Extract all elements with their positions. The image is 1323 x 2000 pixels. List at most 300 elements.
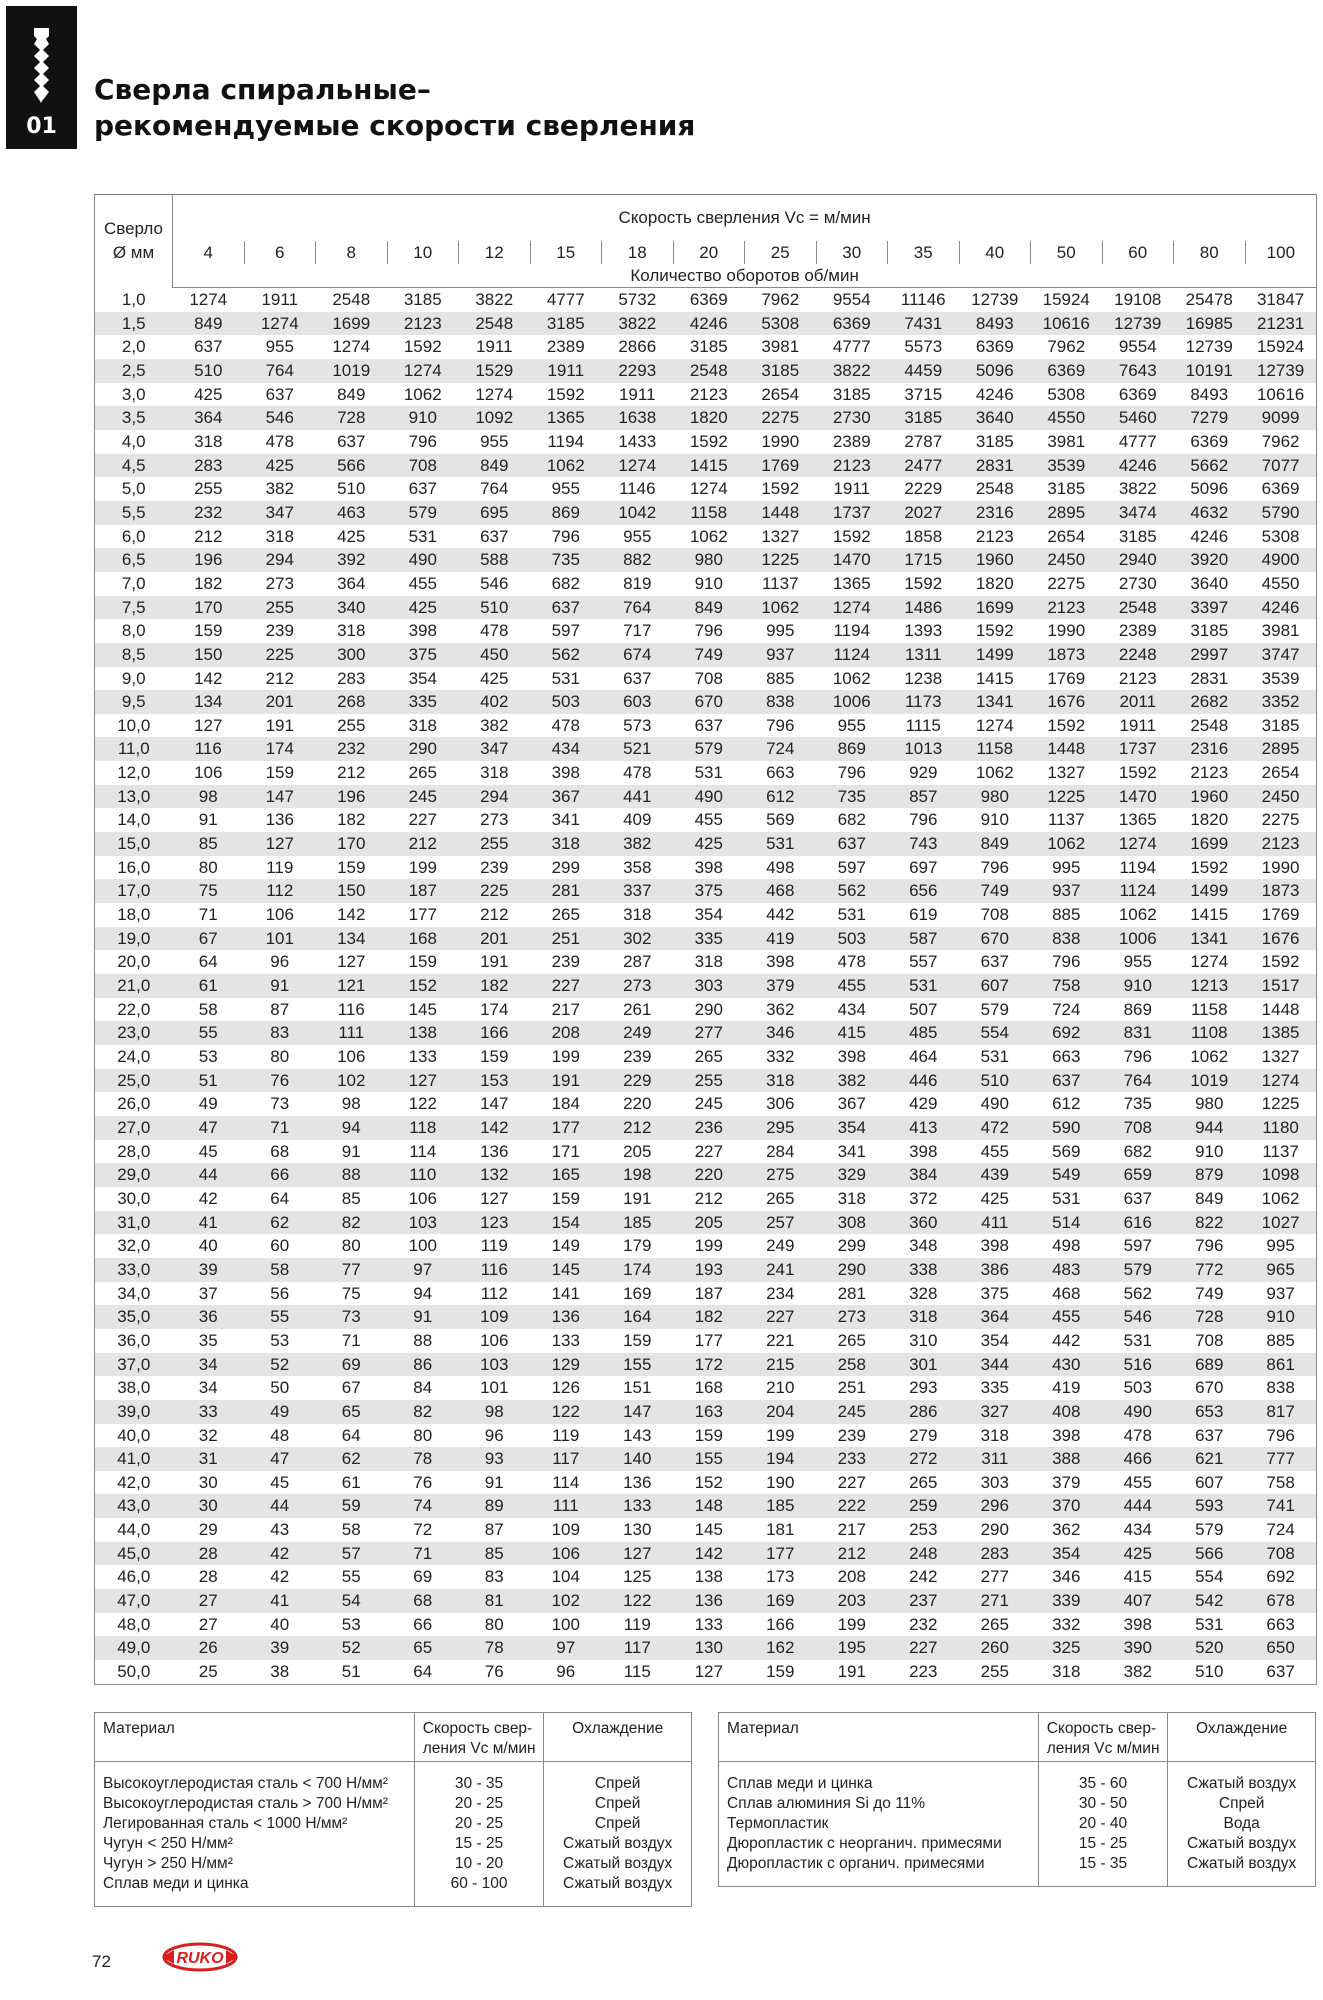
rpm-cell: 2229 xyxy=(904,479,943,499)
rpm-cell: 1592 xyxy=(403,337,442,357)
rpm-cell: 663 xyxy=(1245,1613,1317,1637)
rpm-cell: 2477 xyxy=(888,454,960,478)
rpm-cell: 910 xyxy=(1195,1141,1224,1161)
rpm-cell: 1311 xyxy=(888,643,960,667)
rpm-cell: 1592 xyxy=(546,384,585,404)
rpm-cell: 796 xyxy=(1123,1047,1152,1066)
rpm-cell: 382 xyxy=(816,1069,888,1093)
rpm-cell: 831 xyxy=(1102,1021,1174,1045)
material-row xyxy=(95,1794,692,1814)
rpm-cell: 91 xyxy=(198,810,218,830)
rpm-cell: 879 xyxy=(1174,1163,1246,1187)
rpm-cell: 119 xyxy=(552,1425,580,1445)
material-speed: 30 - 50 xyxy=(1038,1794,1168,1814)
drill-diameter-cell: 47,0 xyxy=(95,1589,173,1613)
rpm-cell: 1592 xyxy=(1190,857,1229,877)
rpm-cell: 283 xyxy=(959,1542,1031,1566)
rpm-cell: 239 xyxy=(551,952,580,972)
rpm-cell: 3920 xyxy=(1174,548,1246,572)
drill-diameter-cell: 40,0 xyxy=(95,1424,173,1448)
rpm-cell: 152 xyxy=(694,1472,723,1492)
rpm-cell: 119 xyxy=(480,1236,508,1256)
rpm-cell: 503 xyxy=(816,927,888,951)
rpm-cell: 1470 xyxy=(816,548,888,572)
table-row xyxy=(95,335,1317,359)
rpm-cell: 735 xyxy=(530,548,602,572)
rpm-cell: 50 xyxy=(270,1378,290,1398)
rpm-cell: 191 xyxy=(623,1188,652,1208)
rpm-cell: 382 xyxy=(1102,1660,1174,1684)
table-row xyxy=(95,808,1317,832)
rpm-cell: 71 xyxy=(244,1116,316,1140)
rpm-cell: 398 xyxy=(1123,1614,1152,1634)
rpm-cell: 603 xyxy=(602,690,674,714)
drill-diameter-cell: 7,5 xyxy=(95,596,173,620)
rpm-cell: 81 xyxy=(459,1589,531,1613)
rpm-cell: 136 xyxy=(265,810,294,830)
rpm-cell: 58 xyxy=(341,1520,361,1540)
rpm-cell: 1274 xyxy=(689,479,728,499)
rpm-cell: 980 xyxy=(1195,1094,1224,1114)
rpm-cell: 220 xyxy=(673,1163,745,1187)
rpm-cell: 478 xyxy=(551,715,580,735)
rpm-cell: 281 xyxy=(837,1283,866,1303)
rpm-cell: 249 xyxy=(766,1236,795,1256)
rpm-cell: 94 xyxy=(413,1283,433,1303)
rpm-cell: 335 xyxy=(673,927,745,951)
drill-diameter-cell: 20,0 xyxy=(95,950,173,974)
rpm-cell: 478 xyxy=(1123,1425,1152,1445)
rpm-cell: 229 xyxy=(602,1069,674,1093)
rpm-cell: 328 xyxy=(909,1283,938,1303)
rpm-cell: 607 xyxy=(959,974,1031,998)
table-row xyxy=(95,785,1317,809)
rpm-cell: 239 xyxy=(837,1425,866,1445)
rpm-cell: 464 xyxy=(909,1047,938,1066)
rpm-cell: 1158 xyxy=(959,737,1031,761)
rpm-cell: 398 xyxy=(551,763,580,783)
speed-header: Скорость свер- ления Vc м/мин xyxy=(414,1713,544,1762)
rpm-cell: 166 xyxy=(766,1614,795,1634)
rpm-cell: 122 xyxy=(408,1094,437,1114)
rpm-cell: 106 xyxy=(408,1188,437,1208)
rpm-cell: 1820 xyxy=(673,406,745,430)
material-cooling: Сжатый воздух xyxy=(563,1835,673,1852)
rpm-cell: 372 xyxy=(909,1188,938,1208)
drilling-speed-table xyxy=(94,194,1317,1685)
rpm-cell: 1769 xyxy=(1245,903,1317,927)
rpm-cell: 1180 xyxy=(1245,1116,1317,1140)
material-row xyxy=(719,1762,1316,1795)
rpm-cell: 637 xyxy=(1031,1069,1103,1093)
rpm-cell: 407 xyxy=(1102,1589,1174,1613)
rpm-cell: 100 xyxy=(408,1236,437,1256)
rpm-cell: 910 xyxy=(694,573,723,593)
rpm-cell: 937 xyxy=(1031,879,1103,903)
rpm-cell: 177 xyxy=(408,905,437,925)
rpm-cell: 187 xyxy=(387,879,459,903)
rpm-cell: 885 xyxy=(766,668,795,688)
rpm-cell: 281 xyxy=(530,879,602,903)
rpm-cell: 364 xyxy=(173,406,245,430)
table-row xyxy=(95,950,1317,974)
material-name: Сплав меди и цинка xyxy=(727,1775,873,1792)
table-row xyxy=(95,1211,1317,1235)
rpm-cell: 42 xyxy=(198,1188,218,1208)
rpm-cell: 69 xyxy=(413,1567,433,1587)
table-row xyxy=(95,667,1317,691)
rpm-cell: 516 xyxy=(1102,1353,1174,1377)
rpm-cell: 251 xyxy=(530,927,602,951)
rpm-cell: 1448 xyxy=(1031,737,1103,761)
rpm-cell: 41 xyxy=(244,1589,316,1613)
material-row xyxy=(95,1814,692,1834)
rpm-cell: 5573 xyxy=(904,337,943,357)
rpm-cell: 1820 xyxy=(1190,810,1229,830)
rpm-cell: 112 xyxy=(480,1283,508,1303)
rpm-cell: 743 xyxy=(888,832,960,856)
drill-diameter-cell: 18,0 xyxy=(95,903,173,927)
rpm-cell: 663 xyxy=(766,763,795,783)
rpm-cell: 1124 xyxy=(1102,879,1174,903)
rpm-cell: 1158 xyxy=(673,501,745,525)
rpm-cell: 1062 xyxy=(403,384,442,404)
drill-diameter-cell: 34,0 xyxy=(95,1282,173,1306)
rpm-cell: 1274 xyxy=(1245,1069,1317,1093)
rpm-cell: 318 xyxy=(980,1425,1009,1445)
rpm-cell: 531 xyxy=(1123,1330,1152,1350)
table-row xyxy=(95,572,1317,596)
rpm-cell: 306 xyxy=(766,1094,795,1114)
rpm-cell: 708 xyxy=(1245,1542,1317,1566)
rpm-cell: 455 xyxy=(1123,1472,1152,1492)
material-cooling: Сжатый воздух xyxy=(563,1855,673,1872)
rpm-cell: 419 xyxy=(1052,1378,1081,1398)
rpm-cell: 212 xyxy=(337,763,366,783)
rpm-cell: 1062 xyxy=(975,763,1014,783)
drill-diameter-cell: 1,5 xyxy=(95,312,173,336)
rpm-cell: 510 xyxy=(1174,1660,1246,1684)
rpm-cell: 1769 xyxy=(745,454,817,478)
rpm-cell: 290 xyxy=(816,1258,888,1282)
rpm-cell: 155 xyxy=(602,1353,674,1377)
rpm-cell: 147 xyxy=(602,1400,674,1424)
rpm-cell: 2730 xyxy=(1118,573,1157,593)
rpm-cell: 364 xyxy=(337,573,366,593)
rpm-cell: 3185 xyxy=(1047,479,1086,499)
rpm-cell: 40 xyxy=(270,1614,290,1634)
rpm-cell: 255 xyxy=(673,1069,745,1093)
rpm-cell: 3352 xyxy=(1245,690,1317,714)
rpm-cell: 1873 xyxy=(1245,879,1317,903)
rpm-cell: 507 xyxy=(909,999,938,1019)
rpm-cell: 597 xyxy=(837,857,866,877)
rpm-cell: 212 xyxy=(265,668,294,688)
rpm-cell: 60 xyxy=(270,1236,290,1256)
table-row xyxy=(95,1518,1317,1542)
rpm-cell: 1274 xyxy=(1102,832,1174,856)
rpm-cell: 127 xyxy=(673,1660,745,1684)
table-row xyxy=(95,1282,1317,1306)
rpm-cell: 212 xyxy=(694,1188,723,1208)
rpm-cell: 490 xyxy=(387,548,459,572)
rpm-cell: 335 xyxy=(387,690,459,714)
rpm-cell: 300 xyxy=(316,643,388,667)
rpm-cell: 5308 xyxy=(1047,384,1086,404)
rpm-cell: 1592 xyxy=(1118,763,1157,783)
drill-diameter-cell: 6,5 xyxy=(95,548,173,572)
rpm-cell: 329 xyxy=(816,1163,888,1187)
rpm-cell: 182 xyxy=(673,1305,745,1329)
rpm-cell: 245 xyxy=(816,1400,888,1424)
rpm-cell: 1676 xyxy=(1031,690,1103,714)
rpm-cell: 455 xyxy=(816,974,888,998)
drill-diameter-cell: 35,0 xyxy=(95,1305,173,1329)
rpm-cell: 8493 xyxy=(1190,384,1229,404)
rpm-cell: 637 xyxy=(980,952,1009,972)
rpm-cell: 251 xyxy=(837,1378,866,1398)
table-row xyxy=(95,406,1317,430)
rpm-cell: 1592 xyxy=(975,621,1014,641)
rpm-cell: 1499 xyxy=(1174,879,1246,903)
rpm-cell: 127 xyxy=(480,1188,509,1208)
rpm-cell: 287 xyxy=(623,952,652,972)
rpm-cell: 1274 xyxy=(475,384,514,404)
rpm-cell: 119 xyxy=(623,1614,651,1634)
rpm-cell: 2123 xyxy=(1118,668,1157,688)
rpm-cell: 85 xyxy=(341,1188,361,1208)
rpm-cell: 205 xyxy=(623,1141,652,1161)
rpm-cell: 1470 xyxy=(1102,785,1174,809)
drill-diameter-cell: 2,5 xyxy=(95,359,173,383)
rpm-cell: 96 xyxy=(530,1660,602,1684)
rpm-cell: 439 xyxy=(959,1163,1031,1187)
rpm-cell: 227 xyxy=(888,1636,960,1660)
rpm-cell: 7962 xyxy=(1245,430,1317,454)
page-number: 72 xyxy=(92,1952,111,1971)
rpm-cell: 579 xyxy=(1195,1520,1224,1540)
rpm-cell: 1517 xyxy=(1245,974,1317,998)
rpm-cell: 10616 xyxy=(1245,383,1317,407)
rpm-cell: 724 xyxy=(1052,999,1081,1019)
rpm-cell: 796 xyxy=(1245,1424,1317,1448)
rpm-cell: 217 xyxy=(551,999,580,1019)
rpm-cell: 191 xyxy=(265,715,294,735)
rpm-cell: 168 xyxy=(694,1378,723,1398)
rpm-cell: 11146 xyxy=(900,290,946,309)
rpm-cell: 510 xyxy=(173,359,245,383)
table-row xyxy=(95,1494,1317,1518)
rpm-cell: 6369 xyxy=(689,290,728,309)
rpm-cell: 94 xyxy=(316,1116,388,1140)
rpm-cell: 692 xyxy=(1245,1565,1317,1589)
rpm-cell: 1225 xyxy=(745,548,817,572)
rpm-cell: 1529 xyxy=(459,359,531,383)
table-row xyxy=(95,1234,1317,1258)
drill-diameter-cell: 49,0 xyxy=(95,1636,173,1660)
rpm-cell: 637 xyxy=(530,596,602,620)
rpm-cell: 1062 xyxy=(530,454,602,478)
rpm-cell: 910 xyxy=(1245,1305,1317,1329)
material-name: Высокоуглеродистая сталь < 700 Н/мм² xyxy=(103,1775,388,1792)
rpm-cell: 6369 xyxy=(1245,477,1317,501)
drill-diameter-cell: 21,0 xyxy=(95,974,173,998)
rpm-cell: 695 xyxy=(459,501,531,525)
rpm-cell: 1124 xyxy=(816,643,888,667)
drill-diameter-cell: 3,0 xyxy=(95,383,173,407)
rpm-cell: 434 xyxy=(530,737,602,761)
speed-value-header: 100 xyxy=(1245,241,1317,264)
rpm-cell: 220 xyxy=(623,1094,652,1114)
rpm-cell: 7077 xyxy=(1245,454,1317,478)
rpm-cell: 472 xyxy=(959,1116,1031,1140)
table-row xyxy=(95,359,1317,383)
rpm-cell: 7279 xyxy=(1174,406,1246,430)
rpm-cell: 637 xyxy=(1245,1660,1317,1684)
rpm-cell: 1737 xyxy=(816,501,888,525)
material-name: Сплав меди и цинка xyxy=(103,1875,249,1892)
rpm-cell: 1911 xyxy=(475,337,513,357)
rpm-cell: 1393 xyxy=(904,621,943,641)
rpm-cell: 2654 xyxy=(1047,526,1086,546)
rpm-cell: 346 xyxy=(745,1021,817,1045)
rpm-cell: 10616 xyxy=(1031,312,1103,336)
rpm-cell: 115 xyxy=(602,1660,674,1684)
rpm-cell: 796 xyxy=(1052,952,1081,972)
rpm-cell: 490 xyxy=(980,1094,1009,1114)
rpm-cell: 241 xyxy=(745,1258,817,1282)
table-row xyxy=(95,903,1317,927)
rpm-cell: 758 xyxy=(1245,1471,1317,1495)
rpm-cell: 674 xyxy=(602,643,674,667)
rpm-cell: 2895 xyxy=(1245,737,1317,761)
rpm-cell: 4550 xyxy=(1031,406,1103,430)
rpm-cell: 73 xyxy=(316,1305,388,1329)
rpm-cell: 980 xyxy=(959,785,1031,809)
rpm-cell: 354 xyxy=(980,1330,1009,1350)
rpm-cell: 1137 xyxy=(1245,1140,1317,1164)
rpm-cell: 75 xyxy=(341,1283,361,1303)
rpm-caption: Количество оборотов об/мин xyxy=(173,264,1317,288)
rpm-cell: 265 xyxy=(694,1047,723,1066)
rpm-cell: 42 xyxy=(244,1542,316,1566)
rpm-cell: 510 xyxy=(959,1069,1031,1093)
rpm-cell: 2389 xyxy=(1118,621,1157,641)
rpm-cell: 83 xyxy=(484,1567,504,1587)
rpm-cell: 294 xyxy=(244,548,316,572)
rpm-cell: 708 xyxy=(387,454,459,478)
table-row xyxy=(95,1353,1317,1377)
rpm-cell: 689 xyxy=(1174,1353,1246,1377)
material-row xyxy=(719,1794,1316,1814)
rpm-cell: 1238 xyxy=(904,668,943,688)
rpm-cell: 25 xyxy=(173,1660,245,1684)
rpm-cell: 170 xyxy=(316,832,388,856)
table-row xyxy=(95,998,1317,1022)
rpm-cell: 147 xyxy=(244,785,316,809)
rpm-cell: 215 xyxy=(745,1353,817,1377)
rpm-cell: 588 xyxy=(459,548,531,572)
rpm-cell: 51 xyxy=(316,1660,388,1684)
rpm-cell: 1365 xyxy=(832,573,871,593)
rpm-cell: 78 xyxy=(387,1447,459,1471)
rpm-cell: 849 xyxy=(459,454,531,478)
rpm-cell: 102 xyxy=(316,1069,388,1093)
rpm-cell: 1158 xyxy=(1190,999,1228,1019)
rpm-cell: 255 xyxy=(244,596,316,620)
rpm-cell: 52 xyxy=(316,1636,388,1660)
rpm-cell: 62 xyxy=(316,1447,388,1471)
drill-diameter-cell: 26,0 xyxy=(95,1092,173,1116)
rpm-cell: 415 xyxy=(816,1021,888,1045)
rpm-cell: 3185 xyxy=(530,312,602,336)
rpm-cell: 398 xyxy=(408,621,437,641)
rpm-cell: 174 xyxy=(480,999,509,1019)
rpm-cell: 670 xyxy=(1195,1378,1224,1398)
rpm-cell: 318 xyxy=(480,763,509,783)
rpm-cell: 49 xyxy=(198,1094,218,1114)
rpm-cell: 249 xyxy=(602,1021,674,1045)
svg-text:RUKO: RUKO xyxy=(176,1950,224,1967)
drill-diameter-cell: 11,0 xyxy=(95,737,173,761)
rpm-cell: 637 xyxy=(816,832,888,856)
rpm-cell: 53 xyxy=(270,1330,290,1350)
rpm-cell: 318 xyxy=(694,952,723,972)
rpm-cell: 302 xyxy=(602,927,674,951)
rpm-cell: 10191 xyxy=(1174,359,1246,383)
rpm-cell: 61 xyxy=(341,1472,361,1492)
rpm-cell: 1108 xyxy=(1174,1021,1246,1045)
rpm-cell: 141 xyxy=(551,1283,580,1303)
drill-diameter-cell: 45,0 xyxy=(95,1542,173,1566)
rpm-cell: 764 xyxy=(480,479,509,499)
rpm-cell: 88 xyxy=(316,1163,388,1187)
speed-value-header: 15 xyxy=(530,241,602,264)
rpm-cell: 40 xyxy=(198,1236,218,1256)
rpm-cell: 155 xyxy=(673,1447,745,1471)
rpm-cell: 217 xyxy=(837,1520,866,1540)
rpm-cell: 97 xyxy=(530,1636,602,1660)
rpm-cell: 82 xyxy=(387,1400,459,1424)
rpm-cell: 85 xyxy=(459,1542,531,1566)
rpm-cell: 327 xyxy=(959,1400,1031,1424)
rpm-cell: 96 xyxy=(270,952,290,972)
rpm-cell: 142 xyxy=(673,1542,745,1566)
rpm-cell: 77 xyxy=(316,1258,388,1282)
rpm-cell: 382 xyxy=(265,479,294,499)
drill-diameter-cell: 43,0 xyxy=(95,1494,173,1518)
rpm-cell: 758 xyxy=(1031,974,1103,998)
table-row xyxy=(95,288,1317,312)
rpm-cell: 490 xyxy=(673,785,745,809)
rpm-cell: 717 xyxy=(623,621,652,641)
rpm-cell: 531 xyxy=(551,668,580,688)
rpm-cell: 1225 xyxy=(1245,1092,1317,1116)
drill-diameter-cell: 13,0 xyxy=(95,785,173,809)
rpm-cell: 498 xyxy=(1052,1236,1081,1256)
rpm-cell: 182 xyxy=(194,573,223,593)
rpm-cell: 268 xyxy=(316,690,388,714)
rpm-cell: 2654 xyxy=(761,384,800,404)
rpm-cell: 4632 xyxy=(1174,501,1246,525)
rpm-cell: 80 xyxy=(484,1614,504,1634)
material-row xyxy=(95,1874,692,1907)
rpm-cell: 955 xyxy=(1123,952,1152,972)
rpm-cell: 1274 xyxy=(975,715,1014,735)
rpm-cell: 33 xyxy=(173,1400,245,1424)
rpm-cell: 2831 xyxy=(959,454,1031,478)
rpm-cell: 1592 xyxy=(761,479,800,499)
